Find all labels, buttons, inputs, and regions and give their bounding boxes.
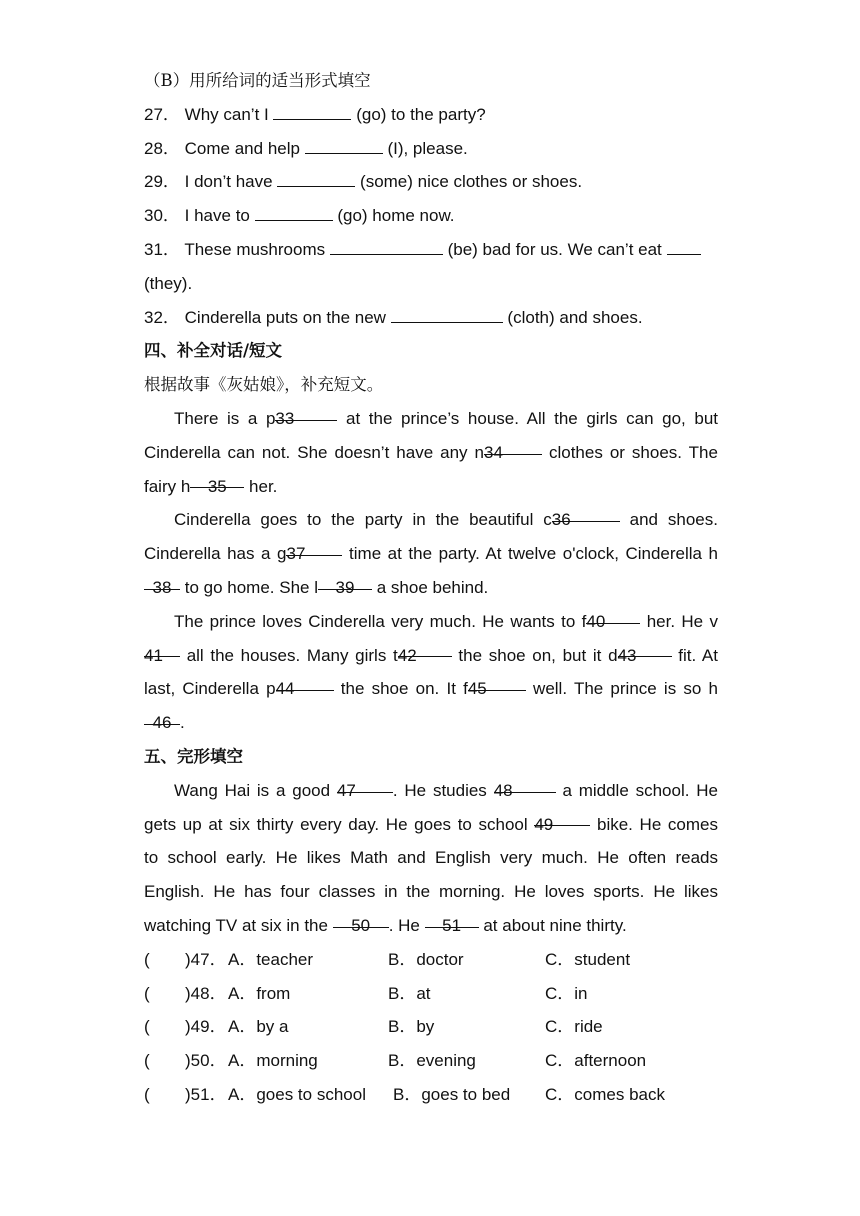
blank-number: 35 xyxy=(207,476,227,496)
question-hint: (go) home now. xyxy=(337,206,455,226)
blank-number: 40 xyxy=(586,611,606,631)
choice-row-50 xyxy=(144,1044,718,1078)
option-c[interactable]: C．afternoon xyxy=(545,1051,647,1071)
answer-blank-46[interactable] xyxy=(144,706,180,733)
question-text: I have to xyxy=(184,206,250,226)
passage-text: the shoe on. It f xyxy=(340,679,468,699)
passage-line xyxy=(144,639,718,673)
passage-line xyxy=(144,672,718,706)
worksheet-page xyxy=(144,64,718,1112)
section-4-heading: 四、补全对话/短文 xyxy=(144,341,283,361)
question-text: These mushrooms xyxy=(184,239,326,259)
option-a[interactable]: A．teacher xyxy=(228,949,314,969)
question-31 xyxy=(144,233,718,267)
question-number: )50． xyxy=(185,1051,227,1071)
passage-text: Wang Hai is a good xyxy=(174,780,331,800)
passage-text: her. xyxy=(249,476,278,496)
answer-blank[interactable] xyxy=(330,236,443,255)
passage-line: English. He has four classes in the morning. He loves sports. He likes xyxy=(144,882,718,902)
blank-number: 38 xyxy=(152,577,172,597)
passage-text: fit. At xyxy=(678,645,718,665)
answer-blank[interactable] xyxy=(273,101,351,120)
question-hint: (they). xyxy=(144,273,193,293)
answer-blank[interactable] xyxy=(255,202,333,221)
passage-text: gets up at six thirty every day. He goes to school xyxy=(144,814,528,834)
answer-blank-49[interactable] xyxy=(534,808,590,834)
blank-number: 42 xyxy=(397,645,417,665)
blank-number: 36 xyxy=(551,510,571,530)
question-hint: (be) bad for us. We can’t eat xyxy=(447,239,662,259)
section-b-heading: （B）用所给词的适当形式填空 xyxy=(144,71,371,90)
option-c[interactable]: C．ride xyxy=(545,1017,603,1037)
passage-line xyxy=(144,808,718,842)
answer-blank-36[interactable] xyxy=(551,503,620,530)
answer-blank-41[interactable] xyxy=(144,639,180,665)
blank-number: 45 xyxy=(467,679,487,699)
question-number: )51． xyxy=(185,1084,227,1104)
answer-blank-33[interactable] xyxy=(275,402,337,428)
question-29 xyxy=(144,165,718,199)
passage-text: a shoe behind. xyxy=(376,577,489,597)
question-number: 29． xyxy=(144,172,180,192)
passage-line xyxy=(144,774,718,808)
passage-text: a middle school. He xyxy=(562,780,718,800)
blank-number: 33 xyxy=(275,408,295,428)
passage-line xyxy=(144,470,718,504)
answer-blank-44[interactable] xyxy=(275,672,334,699)
passage-text: all the houses. Many girls t xyxy=(186,645,398,665)
blank-number: 51 xyxy=(442,915,462,935)
question-number: 28． xyxy=(144,138,180,158)
passage-text: . He xyxy=(388,915,420,935)
option-a[interactable]: A．from xyxy=(228,983,291,1003)
question-text: I don’t have xyxy=(184,172,273,192)
choice-row-48 xyxy=(144,977,718,1011)
question-text: Cinderella puts on the new xyxy=(184,307,386,327)
passage-text: to go home. She l xyxy=(184,577,318,597)
passage-text: her. He v xyxy=(646,611,718,631)
passage-text: the shoe on, but it d xyxy=(458,645,618,665)
passage-text: Cinderella has a g xyxy=(144,544,287,564)
question-hint: (go) to the party? xyxy=(356,104,486,124)
option-b[interactable]: B．at xyxy=(388,983,431,1003)
option-a[interactable]: A．morning xyxy=(228,1051,318,1071)
answer-blank-50[interactable] xyxy=(333,909,389,935)
blank-number: 50 xyxy=(351,915,371,935)
answer-blank-43[interactable] xyxy=(617,639,672,665)
option-c[interactable]: C．student xyxy=(545,949,631,969)
passage-text: and shoes. xyxy=(629,510,718,530)
option-c[interactable]: C．in xyxy=(545,983,588,1003)
answer-blank-39[interactable] xyxy=(318,571,372,597)
answer-paren[interactable]: ( xyxy=(144,1051,150,1071)
question-30 xyxy=(144,199,718,233)
answer-blank-47[interactable] xyxy=(336,774,393,800)
blank-number: 41 xyxy=(144,645,163,665)
blank-number: 37 xyxy=(286,544,306,564)
question-number: 31． xyxy=(144,239,180,259)
passage-line xyxy=(144,605,718,639)
option-a[interactable]: A．goes to school xyxy=(228,1084,366,1104)
answer-paren[interactable]: ( xyxy=(144,1017,150,1037)
section-5-heading: 五、完形填空 xyxy=(144,746,243,766)
passage-text: The prince loves Cinderella very much. He wants to f xyxy=(174,611,587,631)
passage-line xyxy=(144,537,718,571)
option-b[interactable]: B．goes to bed xyxy=(393,1084,511,1104)
answer-paren[interactable]: ( xyxy=(144,983,150,1003)
blank-number: 34 xyxy=(483,442,503,462)
passage-text: . xyxy=(180,713,185,733)
passage-line: to school early. He likes Math and English very much. He often reads xyxy=(144,848,718,868)
option-b[interactable]: B．doctor xyxy=(388,949,464,969)
choice-row-47 xyxy=(144,943,718,977)
passage-line xyxy=(144,706,718,740)
option-b[interactable]: B．evening xyxy=(388,1051,476,1071)
answer-blank-42[interactable] xyxy=(397,639,452,665)
passage-text: . He studies xyxy=(392,780,487,800)
blank-number: 47 xyxy=(336,780,356,800)
section-4-instruction: 根据故事《灰姑娘》，补充短文。 xyxy=(144,375,384,395)
question-number: )48． xyxy=(185,983,227,1003)
question-28 xyxy=(144,132,718,166)
answer-blank-37[interactable] xyxy=(286,537,342,564)
option-a[interactable]: A．by a xyxy=(228,1017,289,1037)
answer-blank[interactable] xyxy=(667,236,701,255)
choice-row-51 xyxy=(144,1078,718,1112)
answer-blank[interactable] xyxy=(277,169,355,188)
answer-blank[interactable] xyxy=(305,135,383,154)
passage-text: last, Cinderella p xyxy=(144,679,276,699)
passage-line xyxy=(144,402,718,436)
passage-text: bike. He comes xyxy=(596,814,718,834)
passage-text: Cinderella goes to the party in the beautiful c xyxy=(174,510,552,530)
passage-text: There is a p xyxy=(174,408,276,428)
question-hint: (cloth) and shoes. xyxy=(507,307,643,327)
question-number: 27． xyxy=(144,104,180,124)
blank-number: 43 xyxy=(617,645,637,665)
passage-text: at about nine thirty. xyxy=(483,915,627,935)
answer-blank-34[interactable] xyxy=(483,436,542,462)
passage-line xyxy=(144,436,718,470)
answer-blank-45[interactable] xyxy=(467,672,526,699)
question-31-continued xyxy=(144,267,718,301)
passage-line xyxy=(144,503,718,537)
blank-number: 46 xyxy=(152,713,172,733)
passage-text: time at the party. At twelve o'clock, Cinderella h xyxy=(349,544,718,564)
option-b[interactable]: B．by xyxy=(388,1017,435,1037)
question-hint: (some) nice clothes or shoes. xyxy=(360,172,583,192)
passage-text: at the prince’s house. All the girls can go, but xyxy=(346,408,718,428)
question-number: 30． xyxy=(144,206,180,226)
question-number: 32． xyxy=(144,307,180,327)
passage-text: watching TV at six in the xyxy=(144,915,328,935)
blank-number: 48 xyxy=(493,780,513,800)
answer-blank-48[interactable] xyxy=(493,774,556,800)
answer-paren[interactable]: ( xyxy=(144,949,150,969)
passage-line xyxy=(144,571,718,605)
answer-blank-38[interactable] xyxy=(144,571,180,597)
question-32 xyxy=(144,301,718,335)
question-text: Why can’t I xyxy=(184,104,269,124)
answer-blank[interactable] xyxy=(391,304,503,323)
question-hint: (I), please. xyxy=(387,138,468,158)
passage-text: clothes or shoes. The xyxy=(548,442,718,462)
blank-number: 44 xyxy=(275,679,295,699)
question-text: Come and help xyxy=(184,138,300,158)
question-number: )49． xyxy=(185,1017,227,1037)
blank-number: 39 xyxy=(335,577,355,597)
option-c[interactable]: C．comes back xyxy=(545,1084,665,1104)
passage-text: well. The prince is so h xyxy=(533,679,718,699)
blank-number: 49 xyxy=(534,814,554,834)
answer-blank-40[interactable] xyxy=(586,605,640,631)
passage-text: fairy h xyxy=(144,476,191,496)
passage-text: Cinderella can not. She doesn’t have any n xyxy=(144,442,484,462)
question-27 xyxy=(144,98,718,132)
choice-row-49 xyxy=(144,1010,718,1044)
question-number: )47． xyxy=(185,949,227,969)
passage-line xyxy=(144,909,718,943)
answer-paren[interactable]: ( xyxy=(144,1084,150,1104)
answer-blank-35[interactable] xyxy=(190,470,244,496)
answer-blank-51[interactable] xyxy=(425,909,479,935)
